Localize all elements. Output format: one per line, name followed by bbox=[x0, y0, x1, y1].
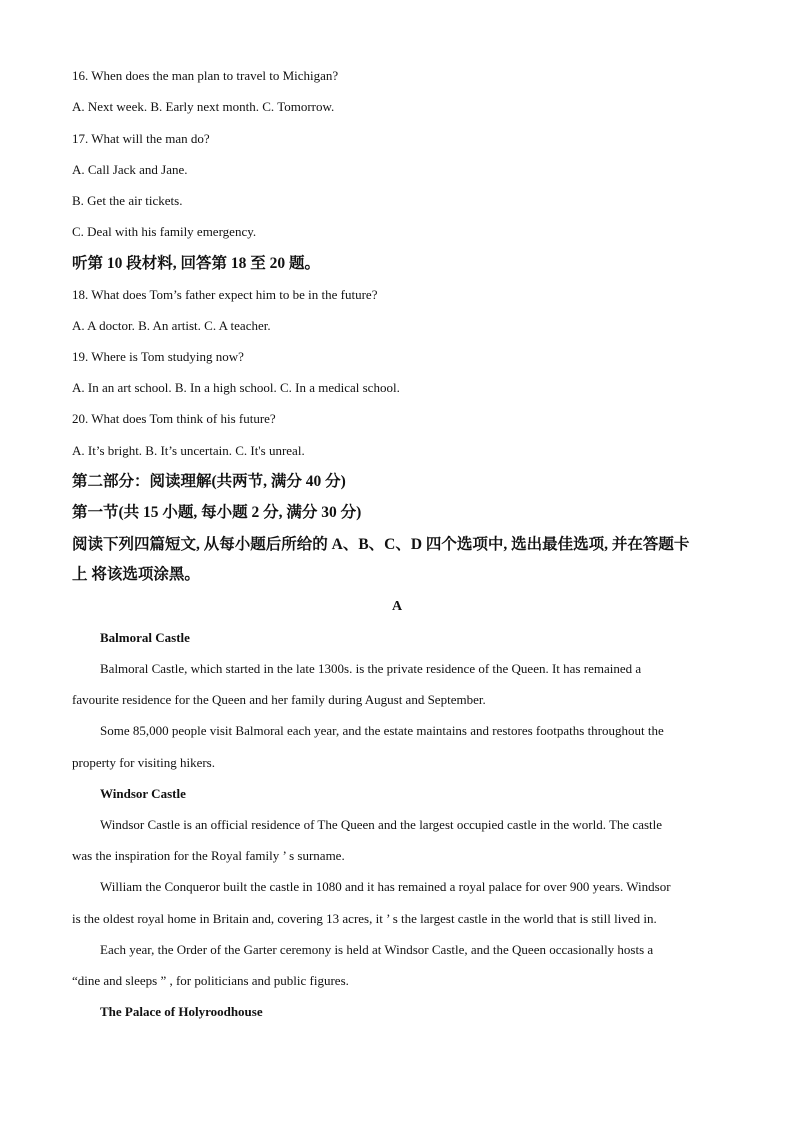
reading-instruction-line1: 阅读下列四篇短文, 从每小题后所给的 A、B、C、D 四个选项中, 选出最佳选项, 并在答题卡 bbox=[72, 536, 690, 553]
q17-question: 17. What will the man do? bbox=[72, 131, 210, 146]
windsor-p2-line1: William the Conqueror built the castle in 1080 and it has remained a royal palace for over 900 years. Windsor bbox=[100, 879, 671, 894]
windsor-p1-line2: was the inspiration for the Royal family ’ s surname. bbox=[72, 848, 345, 863]
q19-options: A. In an art school. B. In a high school. C. In a medical school. bbox=[72, 380, 400, 395]
holyrood-heading: The Palace of Holyroodhouse bbox=[100, 1004, 263, 1019]
q17-option-c: C. Deal with his family emergency. bbox=[72, 224, 257, 239]
reading-section-title: 第一节(共 15 小题, 每小题 2 分, 满分 30 分) bbox=[72, 504, 362, 521]
q19-question: 19. Where is Tom studying now? bbox=[72, 349, 244, 364]
balmoral-p2-line2: property for visiting hikers. bbox=[72, 755, 215, 770]
q20-options: A. It’s bright. B. It’s uncertain. C. It's unreal. bbox=[72, 443, 305, 458]
q16-question: 16. When does the man plan to travel to Michigan? bbox=[72, 68, 339, 83]
q18-options: A. A doctor. B. An artist. C. A teacher. bbox=[72, 318, 271, 333]
windsor-heading: Windsor Castle bbox=[100, 786, 186, 801]
windsor-p3-line2: “dine and sleeps ” , for politicians and public figures. bbox=[72, 973, 349, 988]
windsor-p3-line1: Each year, the Order of the Garter ceremony is held at Windsor Castle, and the Queen occasionally hosts a bbox=[100, 942, 654, 957]
section10-instruction: 听第 10 段材料, 回答第 18 至 20 题。 bbox=[72, 255, 321, 272]
balmoral-p1-line1: Balmoral Castle, which started in the late 1300s. is the private residence of the Queen. It has remained a bbox=[100, 661, 642, 676]
balmoral-p2-line1: Some 85,000 people visit Balmoral each year, and the estate maintains and restores footpaths throughout the bbox=[100, 723, 664, 738]
windsor-p1-line1: Windsor Castle is an official residence of The Queen and the largest occupied castle in the world. The castle bbox=[100, 817, 663, 832]
q17-option-a: A. Call Jack and Jane. bbox=[72, 162, 188, 177]
q20-question: 20. What does Tom think of his future? bbox=[72, 411, 276, 426]
reading-instruction-line2: 上 将该选项涂黑。 bbox=[72, 566, 200, 583]
windsor-p2-line2: is the oldest royal home in Britain and, covering 13 acres, it ’ s the largest castle in the world that is still lived in. bbox=[72, 911, 657, 926]
q16-options: A. Next week. B. Early next month. C. Tomorrow. bbox=[72, 99, 335, 114]
q18-question: 18. What does Tom’s father expect him to be in the future? bbox=[72, 287, 378, 302]
balmoral-heading: Balmoral Castle bbox=[100, 630, 190, 645]
balmoral-p1-line2: favourite residence for the Queen and her family during August and September. bbox=[72, 692, 486, 707]
passage-label: A bbox=[391, 599, 403, 614]
q17-option-b: B. Get the air tickets. bbox=[72, 193, 183, 208]
reading-part-title: 第二部分：阅读理解(共两节, 满分 40 分) bbox=[72, 473, 346, 490]
